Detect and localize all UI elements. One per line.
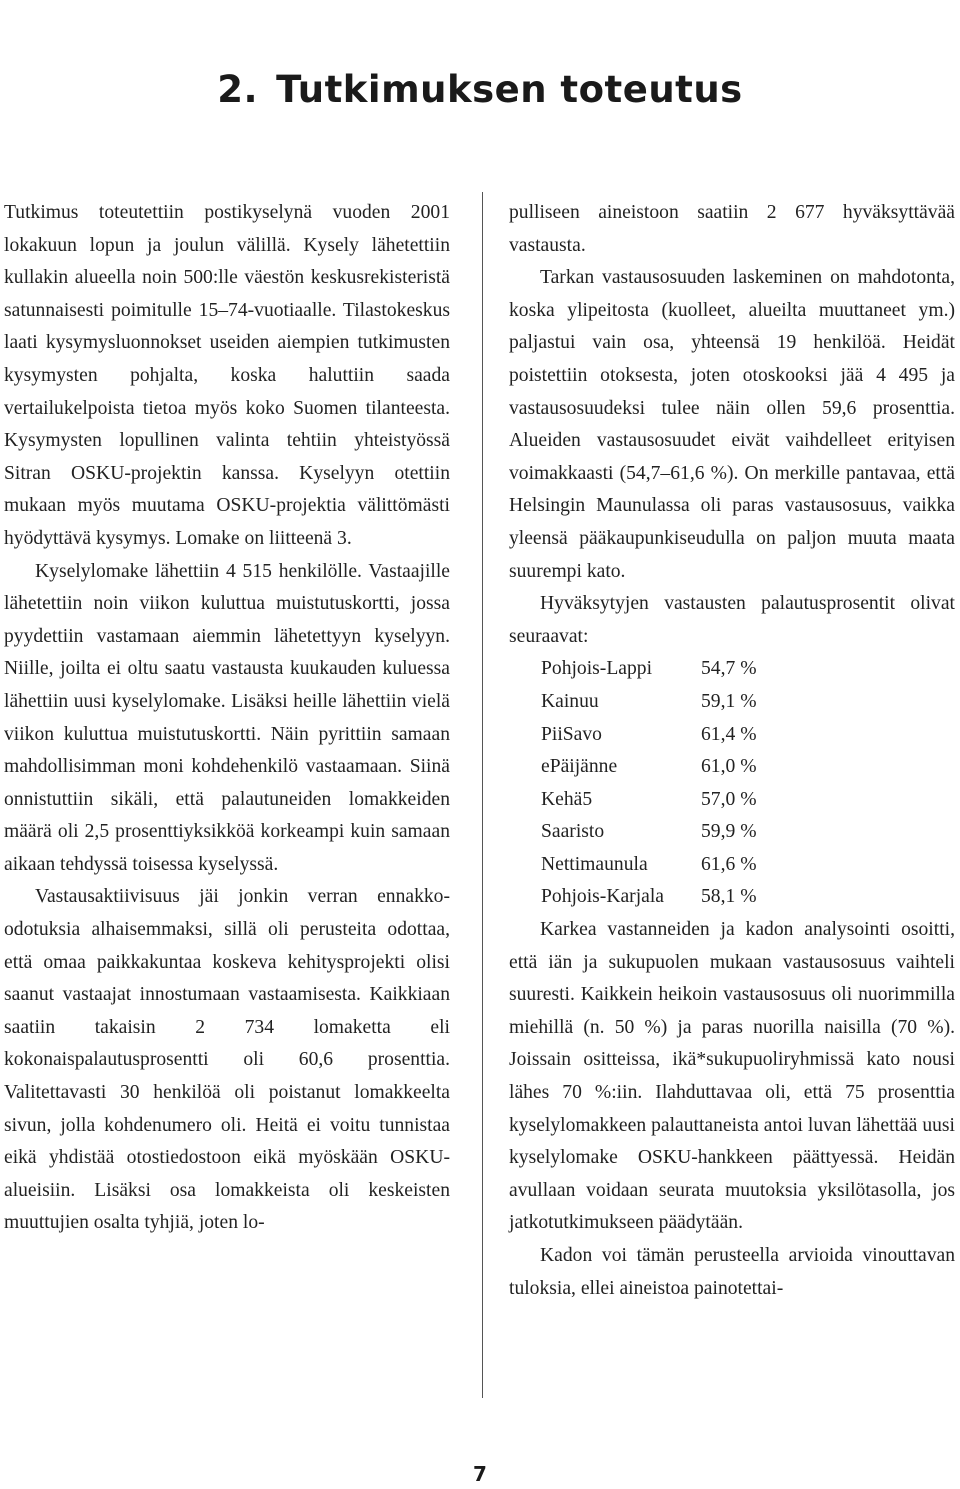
region-rate: 59,9 % — [701, 821, 757, 843]
paragraph: pulliseen aineistoon saatiin 2 677 hyväksyttävää vastausta. — [509, 202, 955, 256]
region-rate: 61,6 % — [701, 853, 757, 875]
paragraph: Tutkimus toteutettiin postikyselynä vuoden 2001 lokakuun lopun ja joulun välillä. Kysely lähetettiin kullakin alueella noin 500:lle väestön keskusrekisteristä satunnaisesti poimitulle 15–74-vuotiaalle. Tilastokeskus laati kysymysluonnokset useiden aiempien tutkimusten kysymysten pohjalta, koska haluttiin saada vertailukelpoista tietoa myös koko Suomen tilanteesta. Kysymysten lopullinen valinta tehtiin yhteistyössä Sitran OSKU-projektin kanssa. Kyselyyn otettiin mukaan myös muutama OSKU-projektia välittömästi hyödyttävä kysymys. Lomake on liitteenä 3. — [4, 202, 450, 549]
right-column — [509, 197, 955, 1305]
paragraph: Hyväksytyjen vastausten palautusprosentit olivat seuraavat: — [509, 593, 955, 647]
region-name: ePäijänne — [541, 756, 618, 778]
table-row — [541, 849, 757, 882]
section-number: 2. — [217, 68, 259, 111]
section-heading — [0, 68, 960, 111]
region-name: Pohjois-Karjala — [541, 886, 664, 908]
table-row — [541, 719, 757, 752]
paragraph: Kyselylomake lähettiin 4 515 henkilölle. Vastaajille lähetettiin noin viikon kuluttua muistutuskortti, jossa pyydettiin vastamaan aiemmin lähetettyyn kyselyyn. Niille, joilta ei oltu saatu vastausta kuukauden kuluessa lähettiin uusi kyselylomake. Lisäksi heille lähettiin vielä viikon kuluttua muistutuskortti. Näin pyrittiin samaan mahdollisimman moni kohdehenkilö vastaamaan. Siinä onnistuttiin sikäli, että palautuneiden lomakkeiden määrä oli 2,5 prosenttiyksikköä korkeampi kuin samaan aikaan tehdyssä toisessa kyselyssä. — [4, 560, 450, 875]
region-name: Saaristo — [541, 821, 605, 843]
table-row — [541, 653, 757, 686]
region-name: PiiSavo — [541, 723, 602, 745]
table-row — [541, 686, 757, 719]
section-title: Tutkimuksen toteutus — [276, 68, 743, 111]
table-row — [541, 751, 757, 784]
region-rate: 54,7 % — [701, 658, 757, 680]
column-divider — [482, 192, 483, 1398]
left-column — [4, 197, 450, 1240]
paragraph: Karkea vastanneiden ja kadon analysointi osoitti, että iän ja sukupuolen mukaan vastausosuus vaihteli suuresti. Kaikkein heikoin vastausosuus oli nuorimmilla miehillä (n. 50 %) ja paras nuorilla naisilla (70 %). Joissain ositteissa, ikä*sukupuoliryhmissä kato nousi lähes 70 %:iin. Ilahduttavaa oli, että 75 prosenttia kyselylomakkeen palauttaneista antoi luvan lähettää uusi kyselylomake OSKU-hankkeen päättyessä. Heidän avullaan voidaan seurata muutoksia yksilötasolla, jos jatkotutkimukseen päädytään. — [509, 919, 955, 1234]
region-rate: 59,1 % — [701, 690, 757, 712]
region-name: Kehä5 — [541, 788, 593, 810]
table-row — [541, 784, 757, 817]
region-name: Nettimaunula — [541, 853, 648, 875]
table-row — [541, 816, 757, 849]
paragraph: Kadon voi tämän perusteella arvioida vinouttavan tuloksia, ellei aineistoa painotettai- — [509, 1245, 955, 1299]
region-name: Kainuu — [541, 690, 599, 712]
response-rate-table — [541, 653, 757, 914]
region-rate: 61,0 % — [701, 756, 757, 778]
paragraph: Tarkan vastausosuuden laskeminen on mahdotonta, koska ylipeitosta (kuolleet, alueilta muuttaneet ym.) paljastui vain osa, yhteensä 19 henkilöä. Heidät poistettiin otoksesta, joten otoskooksi jää 4 495 ja vastausosuudeksi tulee näin ollen 59,6 prosenttia. Alueiden vastausosuudet eivät vaihdelleet erityisen voimakkaasti (54,7–61,6 %). On merkille pantavaa, että Helsingin Maunulassa oli paras vastausosuus, vaikka yleensä pääkaupunkiseudulla on paljon muuta maata suurempi kato. — [509, 267, 955, 582]
paragraph: Vastausaktiivisuus jäi jonkin verran ennakko-odotuksia alhaisemmaksi, sillä oli perusteita odottaa, että omaa paikkakuntaa koskeva kehitysprojekti olisi saanut vastaajat innostumaan vastaamisesta. Kaikkiaan saatiin takaisin 2 734 lomaketta eli kokonaispalautusprosentti oli 60,6 prosenttia. Valitettavasti 30 henkilöä oli poistanut lomakkeelta sivun, jolla kohdenumero oli. Heitä ei voitu tunnistaa eikä yhdistää otostiedostoon eikä myöskään OSKU-alueisiin. Lisäksi osa lomakkeista oli keskeisten muuttujien osalta tyhjiä, joten lo- — [4, 886, 450, 1234]
table-row — [541, 881, 757, 914]
region-rate: 58,1 % — [701, 886, 757, 908]
region-rate: 61,4 % — [701, 723, 757, 745]
page-number: 7 — [473, 1462, 487, 1486]
region-name: Pohjois-Lappi — [541, 658, 653, 680]
region-rate: 57,0 % — [701, 788, 757, 810]
